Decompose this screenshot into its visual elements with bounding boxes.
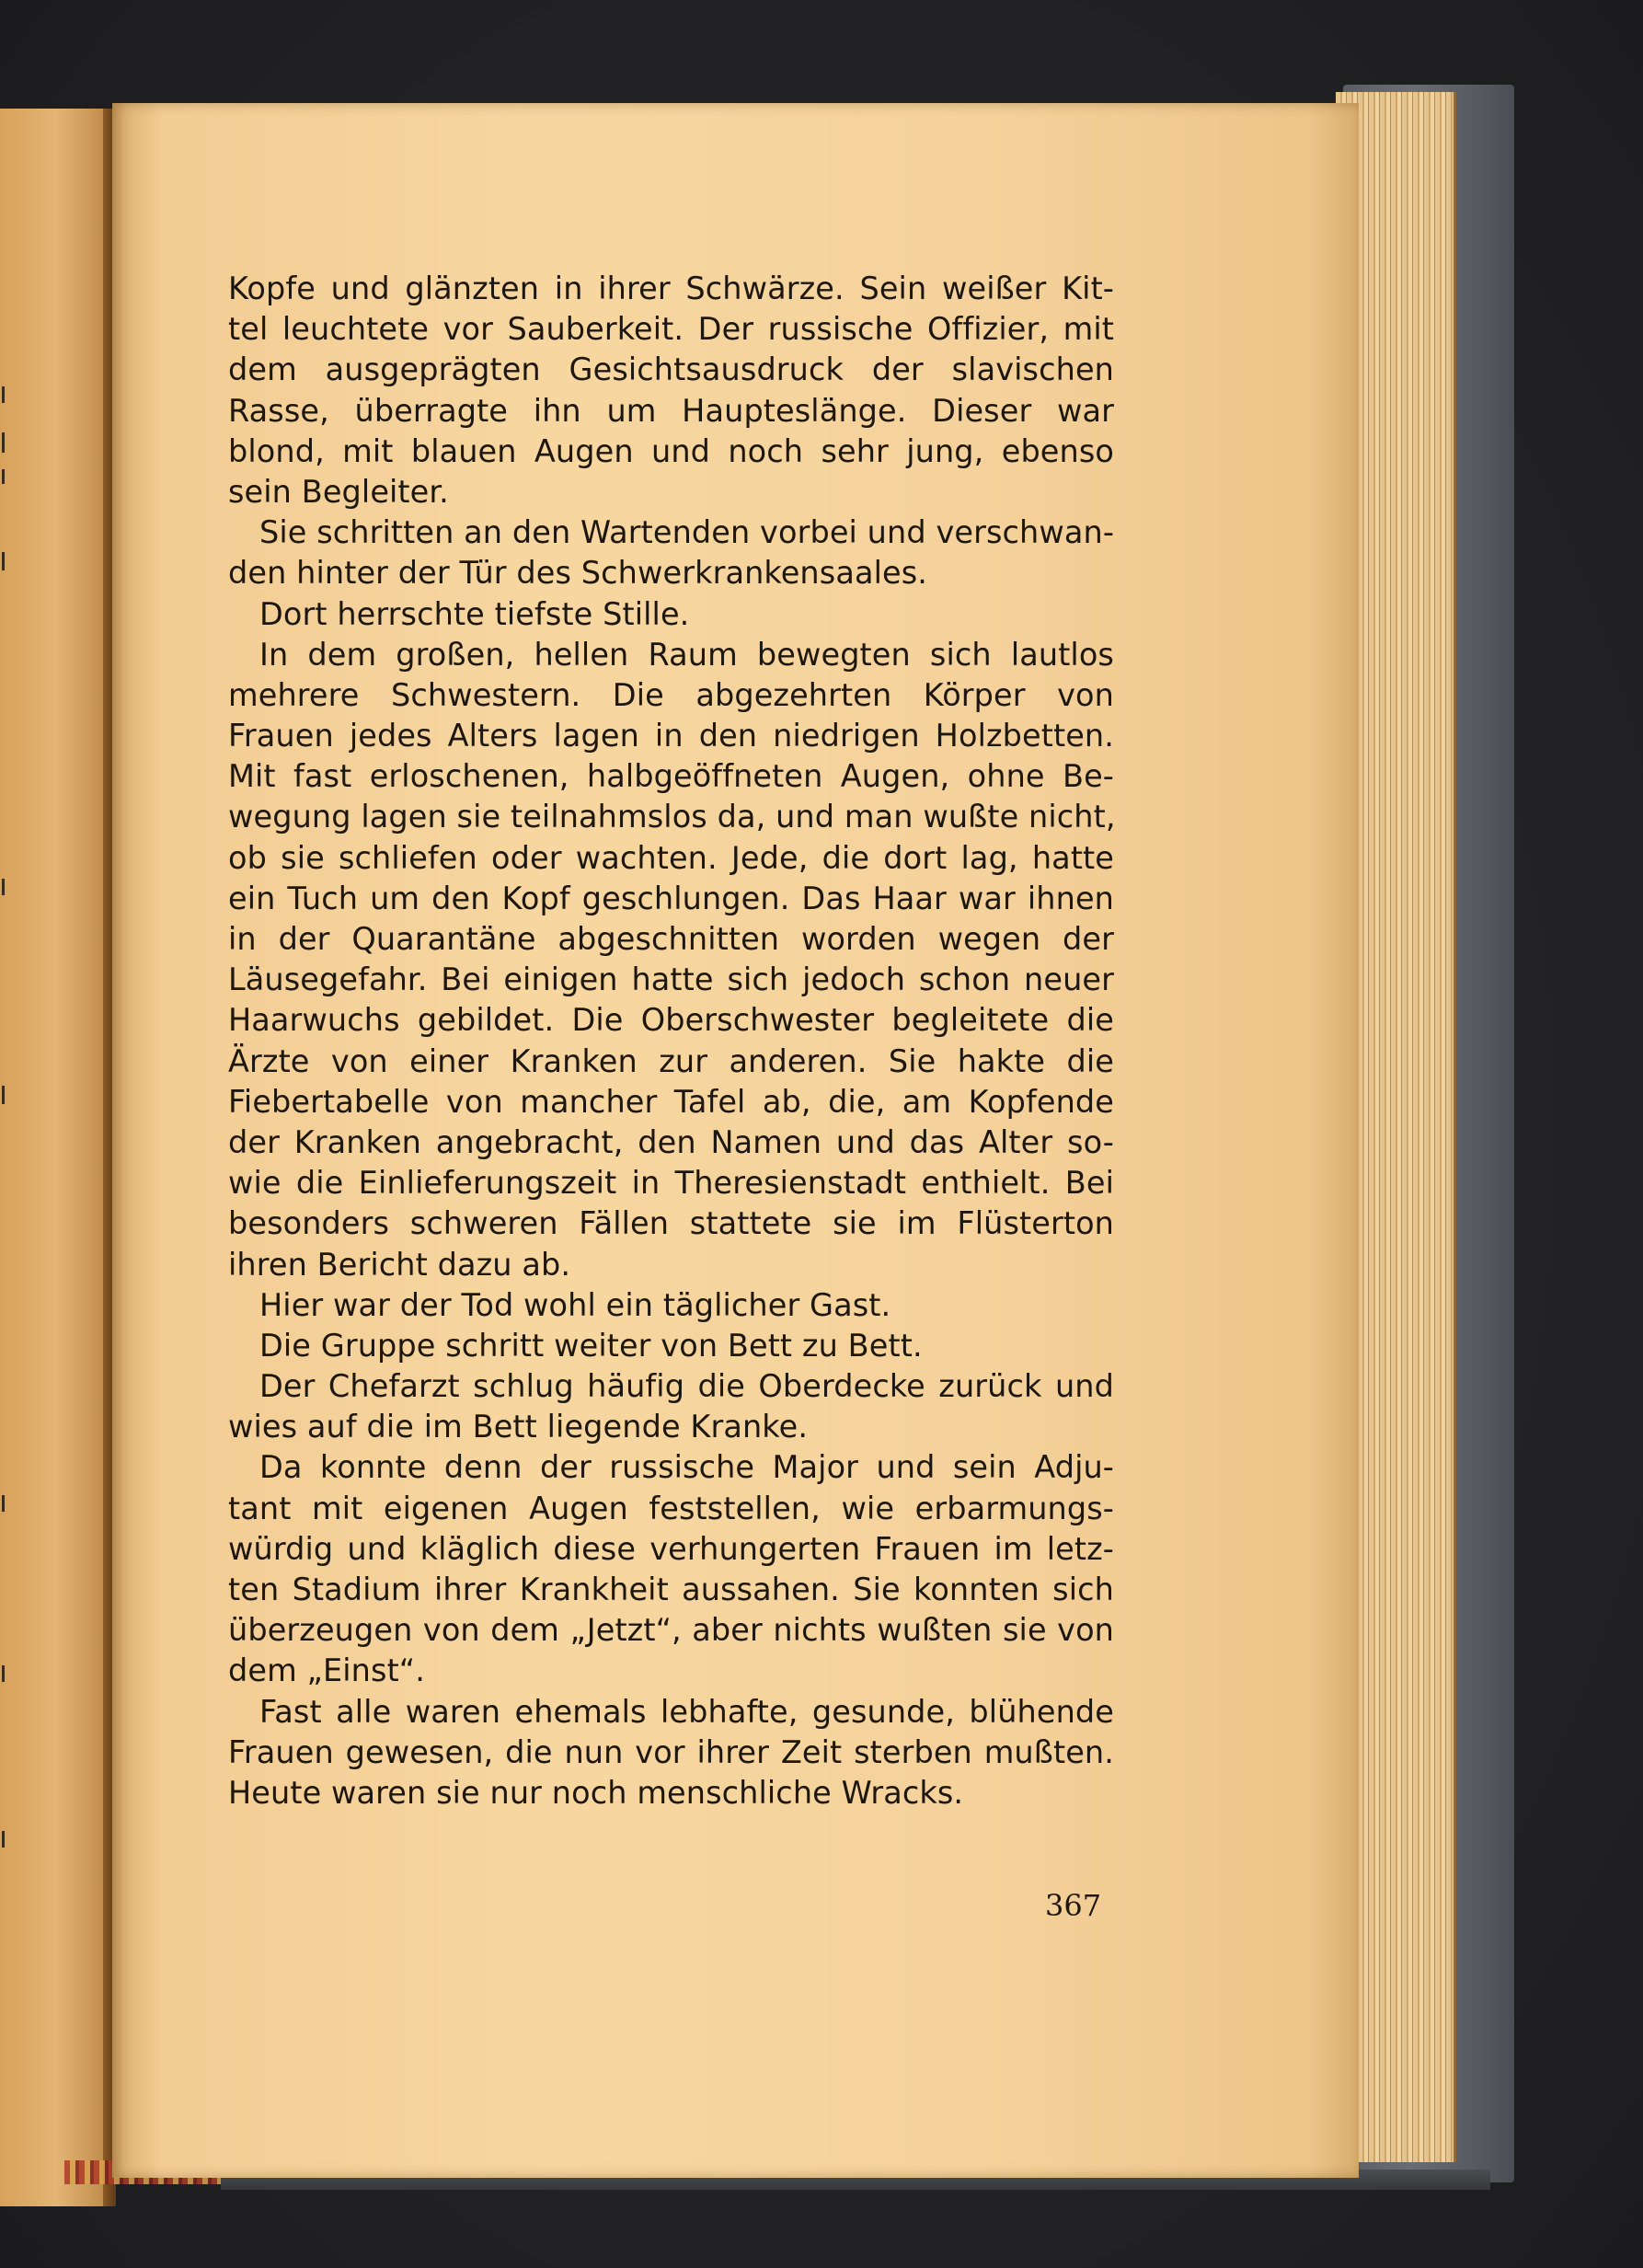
body-text <box>228 269 1114 1813</box>
text-line: sein Begleiter. <box>228 473 449 510</box>
text-line: Kopfe und glänzten in ihrer Schwärze. Sein weißer Kit- <box>228 271 1114 306</box>
text-line: Rasse, überragte ihn um Haupteslänge. Dieser war <box>228 392 1114 429</box>
text-line: dem „Einst“. <box>228 1652 426 1689</box>
text-line: Frauen jedes Alters lagen in den niedrigen Holzbetten. <box>228 718 1114 754</box>
page-number: 367 <box>1045 1888 1102 1923</box>
text-line: Heute waren sie nur noch menschliche Wracks. <box>228 1774 964 1811</box>
text-line: in der Quarantäne abgeschnitten worden wegen der <box>228 921 1114 957</box>
text-line: tant mit eigenen Augen feststellen, wie erbarmungs- <box>228 1490 1114 1526</box>
text-line: Fast alle waren ehemals lebhafte, gesunde, blühende <box>259 1693 1114 1730</box>
text-line: blond, mit blauen Augen und noch sehr jung, ebenso <box>228 432 1114 469</box>
text-line: wie die Einlieferungszeit in Theresienstadt enthielt. Bei <box>228 1165 1114 1202</box>
text-line: den hinter der Tür des Schwerkrankensaales. <box>228 555 927 592</box>
left-page-edge <box>0 109 114 2206</box>
text-line: ob sie schliefen oder wachten. Jede, die dort lag, hatte <box>228 839 1114 876</box>
text-line: ihren Bericht dazu ab. <box>228 1246 571 1283</box>
text-line: tel leuchtete vor Sauberkeit. Der russische Offizier, mit <box>228 311 1114 348</box>
text-line: Haarwuchs gebildet. Die Oberschwester begleitete die <box>228 1002 1114 1039</box>
text-line: Da konnte denn der russische Major und sein Adju- <box>259 1449 1114 1486</box>
text-line: ein Tuch um den Kopf geschlungen. Das Haar war ihnen <box>228 880 1114 916</box>
text-line: Frauen gewesen, die nun vor ihrer Zeit sterben mußten. <box>228 1733 1114 1770</box>
text-line: würdig und kläglich diese verhungerten Frauen im letz- <box>228 1530 1114 1567</box>
text-line: besonders schweren Fällen stattete sie im Flüsterton <box>228 1205 1114 1242</box>
text-line: mehrere Schwestern. Die abgezehrten Körper von <box>228 676 1114 713</box>
text-line: Fiebertabelle von mancher Tafel ab, die, am Kopfende <box>228 1083 1114 1120</box>
text-line: der Kranken angebracht, den Namen und das Alter so- <box>228 1123 1114 1160</box>
text-line: wies auf die im Bett liegende Kranke. <box>228 1409 809 1445</box>
text-line: Der Chefarzt schlug häufig die Oberdecke zurück und <box>259 1368 1114 1405</box>
text-line: Mit fast erloschenen, halbgeöffneten Augen, ohne Be- <box>228 758 1114 795</box>
text-line: überzeugen von dem „Jetzt“, aber nichts wußten sie von <box>228 1612 1114 1649</box>
text-line: ten Stadium ihrer Krankheit aussahen. Sie konnten sich <box>228 1571 1114 1607</box>
text-line: Hier war der Tod wohl ein täglicher Gast. <box>259 1286 891 1323</box>
text-line: Die Gruppe schritt weiter von Bett zu Bett. <box>259 1327 923 1364</box>
text-line: dem ausgeprägten Gesichtsausdruck der slavischen <box>228 351 1114 388</box>
text-line: wegung lagen sie teilnahmslos da, und man wußte nicht, <box>228 799 1116 835</box>
text-line: Dort herrschte tiefste Stille. <box>259 595 690 632</box>
text-line: Ärzte von einer Kranken zur anderen. Sie hakte die <box>228 1042 1114 1079</box>
text-line: In dem großen, hellen Raum bewegten sich lautlos <box>259 636 1114 673</box>
text-line: Sie schritten an den Wartenden vorbei und verschwan- <box>259 514 1115 551</box>
text-line: Läusegefahr. Bei einigen hatte sich jedoch schon neuer <box>228 961 1114 998</box>
